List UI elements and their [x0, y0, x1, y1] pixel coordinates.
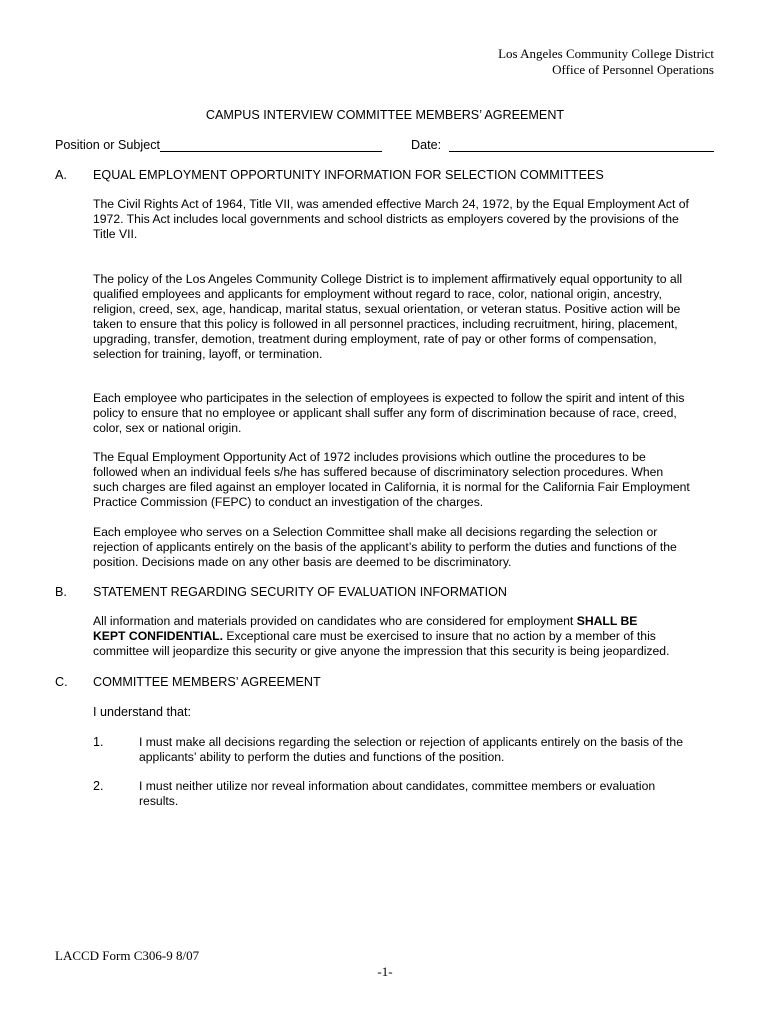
date-field[interactable] — [449, 138, 714, 152]
text-line: followed when an individual feels s/he has suffered because of discriminatory selection procedures. When — [93, 465, 664, 479]
text-line: 1972. This Act includes local governments and school districts as employers covered by the provisions of the — [93, 212, 679, 226]
text-line: color, sex or national origin. — [93, 421, 242, 435]
text-line: selection for training, layoff, or termination. — [93, 347, 323, 361]
text-line: committee will jeopardize this security or give anyone the impression that this security is being jeopardized. — [93, 644, 670, 658]
text-line: qualified employees and applicants for employment without regard to race, color, national origin, ancestry, — [93, 287, 662, 301]
text-line: taken to ensure that this policy is followed in all personnel practices, including recruitment, hiring, placement, — [93, 317, 678, 331]
section-a-paragraph-4 — [93, 450, 715, 510]
position-label: Position or Subject — [55, 138, 161, 152]
section-a-paragraph-1 — [93, 197, 715, 242]
form-number: LACCD Form C306-9 8/07 — [55, 948, 200, 963]
text-line: rejection of applicants entirely on the basis of the applicant’s ability to perform the duties and functions of the — [93, 540, 677, 554]
text-line: position. Decisions made on any other basis are deemed to be discriminatory. — [93, 555, 512, 569]
text-run: Exceptional care must be exercised to insure that no action by a member of this — [223, 629, 656, 643]
org-header — [498, 46, 714, 78]
text-line: applicants’ ability to perform the duties and functions of the position. — [139, 750, 505, 764]
section-b-heading: STATEMENT REGARDING SECURITY OF EVALUATION INFORMATION — [93, 585, 507, 599]
office-name: Office of Personnel Operations — [552, 62, 714, 77]
text-line: Title VII. — [93, 227, 138, 241]
text-line: The Civil Rights Act of 1964, Title VII, was amended effective March 24, 1972, by the Equal Employment Act of — [93, 197, 689, 211]
section-b-paragraph — [93, 614, 715, 659]
text-line — [93, 629, 715, 644]
document-title: CAMPUS INTERVIEW COMMITTEE MEMBERS’ AGREEMENT — [205, 108, 565, 122]
section-a-paragraph-5 — [93, 525, 715, 570]
text-line: upgrading, transfer, demotion, treatment during employment, rate of pay or other forms of compensation, — [93, 332, 657, 346]
section-c-intro: I understand that: — [93, 705, 192, 719]
emphasis-text: SHALL BE — [576, 614, 638, 628]
item-2-text — [139, 779, 719, 809]
district-name: Los Angeles Community College District — [498, 46, 714, 61]
text-line: The policy of the Los Angeles Community College District is to implement affirmatively equal opportunity to all — [93, 272, 683, 286]
item-2-number: 2. — [93, 779, 104, 793]
date-label: Date: — [411, 138, 442, 152]
form-fields-row — [55, 138, 714, 152]
text-line — [93, 614, 715, 629]
text-line: such charges are filed against an employer located in California, it is normal for the California Fair Employment — [93, 480, 690, 494]
emphasis-text: KEPT CONFIDENTIAL. — [93, 629, 223, 643]
text-line: religion, creed, sex, age, handicap, marital status, sexual orientation, or veteran status. Positive action will be — [93, 302, 681, 316]
text-line: policy to ensure that no employee or applicant shall suffer any form of discrimination because of race, creed, — [93, 406, 677, 420]
section-b-letter: B. — [55, 585, 67, 599]
text-line: results. — [139, 794, 179, 808]
position-field[interactable] — [160, 138, 382, 152]
text-run: All information and materials provided on candidates who are considered for employment — [93, 614, 577, 628]
section-a-heading: EQUAL EMPLOYMENT OPPORTUNITY INFORMATION FOR SELECTION COMMITTEES — [93, 168, 604, 182]
text-line: Each employee who serves on a Selection Committee shall make all decisions regarding the selection or — [93, 525, 658, 539]
text-line: Each employee who participates in the selection of employees is expected to follow the spirit and intent of this — [93, 391, 685, 405]
text-line: Practice Commission (FEPC) to conduct an investigation of the charges. — [93, 495, 484, 509]
text-line: The Equal Employment Opportunity Act of 1972 includes provisions which outline the procedures to be — [93, 450, 646, 464]
page-number: -1- — [377, 964, 393, 979]
section-a-letter: A. — [55, 168, 67, 182]
section-c-heading: COMMITTEE MEMBERS’ AGREEMENT — [93, 675, 321, 689]
section-a-paragraph-3 — [93, 391, 715, 436]
item-1-number: 1. — [93, 735, 104, 749]
text-line: I must neither utilize nor reveal information about candidates, committee members or evaluation — [139, 779, 656, 793]
text-line: I must make all decisions regarding the selection or rejection of applicants entirely on the basis of the — [139, 735, 683, 749]
section-a-paragraph-2 — [93, 272, 715, 362]
section-c-letter: C. — [55, 675, 68, 689]
item-1-text — [139, 735, 719, 765]
